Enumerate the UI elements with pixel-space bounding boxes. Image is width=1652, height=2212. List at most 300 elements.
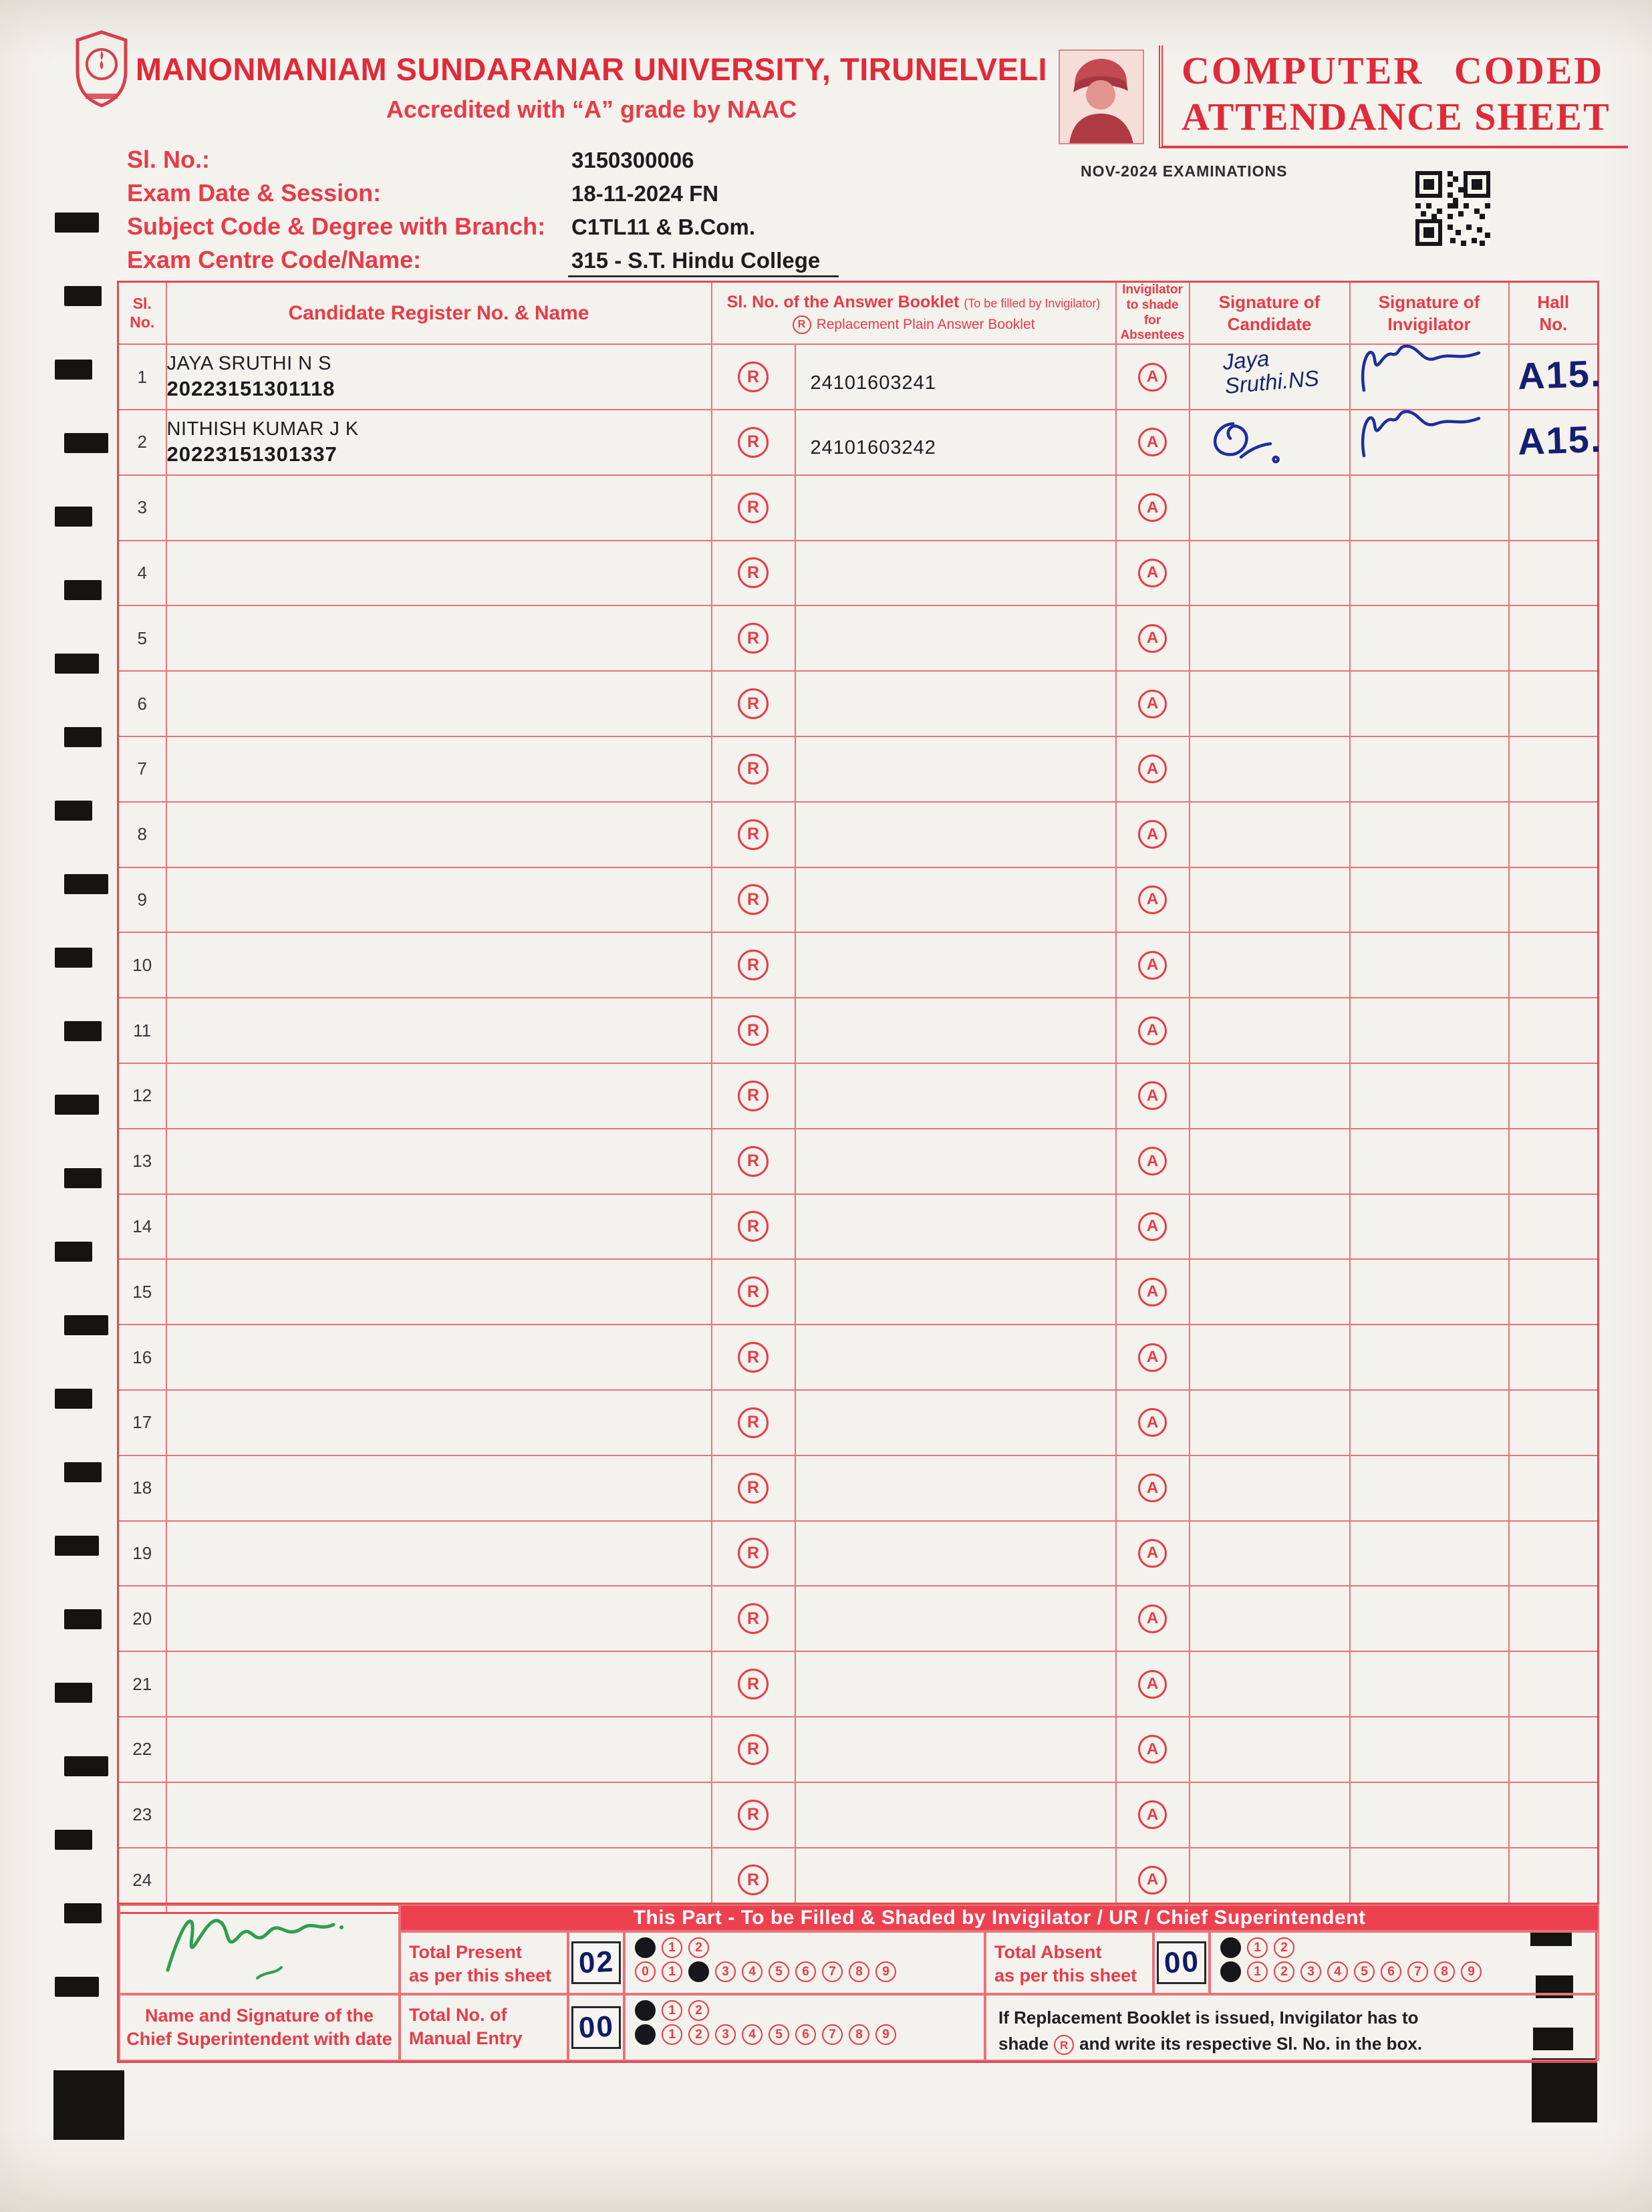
chief-signature-cell[interactable] [119, 1905, 400, 1994]
booklet-no-cell[interactable] [795, 1586, 1116, 1651]
replacement-cell[interactable] [712, 605, 795, 671]
absentee-cell[interactable] [1116, 541, 1190, 606]
replacement-r-bubble[interactable]: R [738, 1407, 769, 1438]
hall-no-cell[interactable] [1509, 671, 1599, 736]
absentee-cell[interactable] [1116, 1586, 1190, 1651]
candidate-signature-cell[interactable] [1190, 1456, 1350, 1521]
hall-no-cell[interactable] [1509, 410, 1603, 475]
total-present-label-line2: as per this sheet [409, 1965, 552, 1986]
candidate-cell[interactable] [166, 1259, 712, 1325]
replacement-cell[interactable] [712, 541, 795, 606]
candidate-cell[interactable] [166, 671, 712, 736]
digit-bubble-1[interactable]: 1 [662, 1961, 682, 1982]
absentee-cell[interactable] [1116, 344, 1190, 410]
booklet-no-cell[interactable] [795, 410, 1116, 475]
header-absentee [1116, 282, 1190, 345]
digit-bubble-9[interactable]: 9 [1461, 1961, 1482, 1982]
hall-no-cell[interactable] [1509, 1456, 1599, 1521]
absentee-cell[interactable] [1116, 671, 1190, 736]
replacement-cell[interactable] [712, 1717, 795, 1782]
booklet-no-cell[interactable] [795, 1390, 1116, 1456]
digit-bubble-0[interactable] [635, 2000, 656, 2021]
absent-a-bubble[interactable]: A [1138, 1474, 1167, 1502]
absent-a-bubble[interactable]: A [1138, 1800, 1167, 1829]
absent-a-bubble[interactable]: A [1138, 1670, 1167, 1699]
digit-bubble-4[interactable]: 4 [742, 2024, 763, 2045]
replacement-r-bubble[interactable]: R [738, 623, 769, 654]
manual-entry-box[interactable] [568, 1994, 624, 2061]
invigilator-signature-cell[interactable] [1350, 475, 1509, 541]
invigilator-signature-cell[interactable] [1350, 1651, 1509, 1717]
absent-a-bubble[interactable]: A [1138, 690, 1167, 718]
invigilator-signature-cell[interactable] [1350, 1717, 1509, 1782]
replacement-r-bubble[interactable]: R [738, 1211, 769, 1242]
invigilator-signature-cell[interactable] [1350, 1521, 1509, 1586]
replacement-r-bubble[interactable]: R [738, 362, 769, 392]
candidate-signature-cell[interactable] [1190, 932, 1350, 998]
absentee-cell[interactable] [1116, 1521, 1190, 1586]
replacement-cell[interactable] [712, 1063, 795, 1129]
digit-bubble-0[interactable] [1220, 1937, 1241, 1958]
candidate-cell[interactable] [166, 1325, 712, 1390]
absent-a-bubble[interactable]: A [1138, 1212, 1167, 1241]
digit-bubble-4[interactable]: 4 [742, 1961, 763, 1982]
digit-bubble-7[interactable]: 7 [1407, 1961, 1428, 1982]
absentee-cell[interactable] [1116, 475, 1190, 541]
hall-no-cell[interactable] [1509, 932, 1599, 998]
digit-bubble-1[interactable]: 1 [1247, 1937, 1268, 1958]
invigilator-signature-cell[interactable] [1350, 1390, 1509, 1456]
absent-a-bubble[interactable]: A [1138, 1539, 1167, 1568]
candidate-signature-cell[interactable] [1190, 802, 1350, 867]
candidate-cell[interactable] [166, 1521, 712, 1586]
candidate-cell[interactable] [166, 1390, 712, 1456]
candidate-signature-cell[interactable] [1190, 1063, 1350, 1129]
candidate-signature-cell[interactable] [1190, 410, 1350, 475]
candidate-cell[interactable] [166, 736, 712, 802]
header-absentee-line3: Absentees [1120, 328, 1185, 343]
meta-row-serial [117, 146, 1253, 179]
absentee-cell[interactable] [1116, 1194, 1190, 1260]
absent-a-bubble[interactable]: A [1138, 1735, 1167, 1764]
booklet-no-cell[interactable] [795, 736, 1116, 802]
candidate-cell[interactable] [166, 1456, 712, 1521]
booklet-no-cell[interactable] [795, 802, 1116, 867]
digit-bubble-2[interactable]: 2 [688, 2000, 709, 2021]
candidate-signature-cell[interactable] [1190, 1194, 1350, 1260]
total-absent-box[interactable] [1153, 1931, 1210, 1994]
manual-entry-label [400, 1994, 568, 2061]
digit-bubble-2[interactable] [688, 1961, 709, 1982]
table-row [118, 1325, 1599, 1390]
header-hall-no [1509, 282, 1599, 345]
invigilator-signature-cell[interactable] [1350, 1259, 1509, 1325]
replacement-cell[interactable] [712, 1456, 795, 1521]
digit-bubble-8[interactable]: 8 [849, 1961, 869, 1982]
replacement-r-bubble[interactable]: R [738, 1734, 769, 1765]
absentee-cell[interactable] [1116, 1456, 1190, 1521]
candidate-signature-cell[interactable] [1190, 1325, 1350, 1390]
replacement-note-post: and write its respective Sl. No. in the box. [1079, 2034, 1423, 2054]
booklet-no-cell[interactable] [795, 1325, 1116, 1390]
replacement-cell[interactable] [712, 1782, 795, 1848]
serial-no-value: 3150300006 [571, 148, 694, 172]
digit-bubble-1[interactable]: 1 [662, 1937, 682, 1958]
digit-bubble-9[interactable]: 9 [875, 2024, 896, 2045]
replacement-cell[interactable] [712, 998, 795, 1063]
digit-bubble-7[interactable]: 7 [822, 2024, 843, 2045]
candidate-signature-cell[interactable] [1190, 1782, 1350, 1848]
invigilator-signature-cell[interactable] [1350, 1782, 1509, 1848]
candidate-cell[interactable] [166, 932, 712, 998]
header-sig-inv-line2: Invigilator [1387, 313, 1471, 334]
absent-a-bubble[interactable]: A [1138, 1408, 1167, 1437]
booklet-number: 24101603242 [810, 437, 936, 459]
candidate-signature-cell[interactable] [1190, 541, 1350, 606]
manual-units-row [635, 2024, 984, 2045]
absentee-cell[interactable] [1116, 1651, 1190, 1717]
hall-no-cell[interactable] [1509, 802, 1599, 867]
row-serial: 14 [118, 1194, 166, 1260]
replacement-r-bubble[interactable]: R [738, 754, 769, 785]
absent-a-bubble[interactable]: A [1138, 754, 1167, 783]
hall-no-cell[interactable] [1509, 1521, 1599, 1586]
candidate-cell[interactable] [166, 541, 712, 606]
replacement-r-bubble[interactable]: R [738, 1473, 769, 1504]
replacement-r-bubble[interactable]: R [738, 1800, 769, 1830]
replacement-cell[interactable] [712, 1129, 795, 1194]
candidate-cell[interactable] [166, 1129, 712, 1194]
replacement-r-bubble[interactable]: R [738, 1603, 769, 1634]
replacement-cell[interactable] [712, 1586, 795, 1651]
digit-bubble-7[interactable]: 7 [822, 1961, 843, 1982]
booklet-no-cell[interactable] [795, 1194, 1116, 1260]
candidate-cell[interactable] [166, 605, 712, 671]
replacement-r-bubble[interactable]: R [738, 1342, 769, 1373]
candidate-signature-cell[interactable] [1190, 736, 1350, 802]
candidate-cell[interactable] [166, 410, 712, 475]
replacement-r-bubble[interactable]: R [738, 1864, 769, 1895]
replacement-r-bubble[interactable]: R [738, 1081, 769, 1111]
replacement-cell[interactable] [712, 1259, 795, 1325]
replacement-cell[interactable] [712, 475, 795, 541]
digit-bubble-6[interactable]: 6 [795, 1961, 816, 1982]
booklet-no-cell[interactable] [795, 1456, 1116, 1521]
vivekananda-portrait [1059, 49, 1144, 144]
absent-a-bubble[interactable]: A [1138, 428, 1167, 456]
hall-no-cell[interactable] [1509, 1194, 1599, 1260]
booklet-no-cell[interactable] [795, 1259, 1116, 1325]
absent-a-bubble[interactable]: A [1138, 820, 1167, 849]
absentee-cell[interactable] [1116, 1717, 1190, 1782]
replacement-cell[interactable] [712, 1325, 795, 1390]
booklet-no-cell[interactable] [795, 932, 1116, 998]
booklet-no-cell[interactable] [795, 867, 1116, 933]
row-serial: 5 [118, 605, 166, 671]
invigilator-signature-cell[interactable] [1350, 1325, 1509, 1390]
attendance-table-body [118, 344, 1603, 1913]
replacement-cell[interactable] [712, 736, 795, 802]
accreditation-line: Accredited with “A” grade by NAAC [386, 96, 797, 123]
invigilator-signature-cell[interactable] [1350, 605, 1509, 671]
booklet-no-cell[interactable] [795, 605, 1116, 671]
total-present-value: 02 [577, 1945, 615, 1980]
hall-no-cell[interactable] [1509, 1325, 1599, 1390]
row-serial: 15 [118, 1259, 166, 1325]
digit-bubble-2[interactable]: 2 [1274, 1937, 1294, 1958]
subject-code-value: C1TL11 & B.Com. [571, 215, 756, 239]
digit-bubble-2[interactable]: 2 [1274, 1961, 1294, 1982]
replacement-r-bubble[interactable]: R [738, 688, 769, 719]
invigilator-signature-cell[interactable] [1350, 802, 1509, 867]
candidate-register-no: 20223151301337 [166, 442, 337, 466]
candidate-cell[interactable] [166, 1651, 712, 1717]
replacement-cell[interactable] [712, 1390, 795, 1456]
hall-no-cell[interactable] [1509, 344, 1603, 410]
replacement-cell[interactable] [712, 802, 795, 867]
booklet-no-cell[interactable] [795, 998, 1116, 1063]
punch-mark [55, 1830, 92, 1850]
invigilator-signature-cell[interactable] [1350, 671, 1509, 736]
absent-a-bubble[interactable]: A [1138, 885, 1167, 914]
punch-mark [55, 948, 92, 968]
replacement-cell[interactable] [712, 671, 795, 736]
invigilator-signature-cell[interactable] [1350, 1063, 1509, 1129]
candidate-signature-cell[interactable] [1190, 998, 1350, 1063]
digit-bubble-8[interactable]: 8 [1434, 1961, 1455, 1982]
replacement-cell[interactable] [712, 1521, 795, 1586]
row-serial: 19 [118, 1521, 166, 1586]
absent-a-bubble[interactable]: A [1138, 1016, 1167, 1045]
replacement-r-bubble[interactable]: R [738, 884, 769, 915]
hall-no-cell[interactable] [1509, 1651, 1599, 1717]
invigilator-signature-cell[interactable] [1350, 932, 1509, 998]
table-row [118, 1717, 1599, 1782]
punch-mark [55, 1095, 99, 1115]
hall-number: A15. [1516, 417, 1603, 463]
booklet-no-cell[interactable] [795, 1129, 1116, 1194]
candidate-cell[interactable] [166, 867, 712, 933]
candidate-signature-cell[interactable] [1190, 1259, 1350, 1325]
invigilator-signature-cell[interactable] [1350, 736, 1509, 802]
digit-bubble-8[interactable]: 8 [849, 2024, 869, 2045]
digit-bubble-6[interactable]: 6 [1381, 1961, 1401, 1982]
absent-a-bubble[interactable]: A [1138, 624, 1167, 653]
replacement-r-bubble[interactable]: R [738, 493, 769, 523]
replacement-r-bubble[interactable]: R [738, 1276, 769, 1307]
table-row [118, 1129, 1599, 1194]
candidate-cell[interactable] [166, 998, 712, 1063]
replacement-r-bubble[interactable]: R [738, 950, 769, 980]
candidate-cell[interactable] [166, 475, 712, 541]
invigilator-signature-cell[interactable] [1350, 410, 1509, 475]
invigilator-signature-cell[interactable] [1350, 998, 1509, 1063]
digit-bubble-5[interactable]: 5 [1354, 1961, 1375, 1982]
digit-bubble-5[interactable]: 5 [769, 2024, 789, 2045]
absent-a-bubble[interactable]: A [1138, 1278, 1167, 1306]
absentee-cell[interactable] [1116, 1063, 1190, 1129]
digit-bubble-0[interactable] [635, 1937, 656, 1958]
absentee-cell[interactable] [1116, 932, 1190, 998]
digit-bubble-1[interactable]: 1 [662, 2024, 682, 2045]
total-present-box[interactable] [568, 1931, 624, 1994]
absentee-cell[interactable] [1116, 998, 1190, 1063]
hall-no-cell[interactable] [1509, 1390, 1599, 1456]
replacement-cell[interactable] [712, 867, 795, 933]
candidate-cell[interactable] [166, 1782, 712, 1848]
booklet-no-cell[interactable] [795, 344, 1116, 410]
exam-session-label: NOV-2024 EXAMINATIONS [1081, 162, 1288, 180]
digit-bubble-9[interactable]: 9 [875, 1961, 896, 1982]
candidate-signature-cell[interactable] [1190, 344, 1350, 410]
absent-a-bubble[interactable]: A [1138, 1343, 1167, 1372]
candidate-cell[interactable] [166, 1194, 712, 1260]
absentee-cell[interactable] [1116, 1129, 1190, 1194]
absent-a-bubble[interactable]: A [1138, 1605, 1167, 1633]
punch-mark [55, 1977, 99, 1997]
digit-bubble-0[interactable] [1220, 1961, 1241, 1982]
absent-a-bubble[interactable]: A [1138, 1147, 1167, 1176]
hall-no-cell[interactable] [1509, 1129, 1599, 1194]
digit-bubble-1[interactable]: 1 [662, 2000, 682, 2021]
absentee-cell[interactable] [1116, 1782, 1190, 1848]
punch-mark [64, 433, 108, 453]
candidate-cell[interactable] [166, 1063, 712, 1129]
digit-bubble-4[interactable]: 4 [1327, 1961, 1348, 1982]
replacement-r-bubble[interactable]: R [738, 1538, 769, 1568]
candidate-signature-cell[interactable] [1190, 867, 1350, 933]
invigilator-signature-cell[interactable] [1350, 1456, 1509, 1521]
candidate-cell[interactable] [166, 1717, 712, 1782]
scan-block-mark [53, 2070, 124, 2140]
absent-a-bubble[interactable]: A [1138, 1081, 1167, 1110]
absent-a-bubble[interactable]: A [1138, 559, 1167, 587]
total-absent-value: 00 [1163, 1945, 1200, 1980]
hall-no-cell[interactable] [1509, 1259, 1599, 1325]
replacement-cell[interactable] [712, 1651, 795, 1717]
total-absent-label-line1: Total Absent [994, 1942, 1102, 1962]
absentee-cell[interactable] [1116, 410, 1190, 475]
booklet-no-cell[interactable] [795, 1782, 1116, 1848]
hall-no-cell[interactable] [1509, 867, 1599, 933]
replacement-cell[interactable] [712, 1194, 795, 1260]
total-present-label-line1: Total Present [409, 1942, 523, 1962]
candidate-signature-cell[interactable] [1190, 1521, 1350, 1586]
replacement-cell[interactable] [712, 410, 795, 475]
absent-bubbles [1210, 1931, 1599, 1994]
absentee-cell[interactable] [1116, 1325, 1190, 1390]
digit-bubble-2[interactable]: 2 [688, 1937, 709, 1958]
candidate-cell[interactable] [166, 344, 712, 410]
absentee-cell[interactable] [1116, 1390, 1190, 1456]
digit-bubble-0[interactable] [635, 2024, 656, 2045]
hall-no-cell[interactable] [1509, 1782, 1599, 1848]
candidate-cell[interactable] [166, 1586, 712, 1651]
absentee-cell[interactable] [1116, 1259, 1190, 1325]
invigilator-signature-cell[interactable] [1350, 1129, 1509, 1194]
hall-no-cell[interactable] [1509, 1063, 1599, 1129]
digit-bubble-1[interactable]: 1 [1247, 1961, 1268, 1982]
replacement-note-pre: shade [998, 2034, 1049, 2054]
table-row [118, 475, 1599, 541]
candidate-signature-cell[interactable] [1190, 605, 1350, 671]
replacement-r-bubble[interactable]: R [738, 1669, 769, 1699]
hall-no-cell[interactable] [1509, 1586, 1599, 1651]
header-sl-line1: Sl. [132, 295, 152, 312]
absent-a-bubble[interactable]: A [1138, 951, 1167, 980]
digit-bubble-3[interactable]: 3 [1300, 1961, 1321, 1982]
absentee-cell[interactable] [1116, 736, 1190, 802]
booklet-no-cell[interactable] [795, 475, 1116, 541]
punch-mark [64, 1315, 108, 1335]
digit-bubble-3[interactable]: 3 [715, 2024, 736, 2045]
replacement-r-bubble[interactable]: R [738, 819, 769, 850]
digit-bubble-5[interactable]: 5 [769, 1961, 789, 1982]
hall-no-cell[interactable] [1509, 1717, 1599, 1782]
invigilator-signature-cell[interactable] [1350, 1194, 1509, 1260]
replacement-r-bubble[interactable]: R [738, 557, 769, 588]
replacement-cell[interactable] [712, 344, 795, 410]
punch-mark [55, 1536, 99, 1556]
punch-mark [64, 874, 108, 894]
booklet-no-cell[interactable] [795, 671, 1116, 736]
replacement-r-bubble[interactable]: R [738, 427, 769, 458]
candidate-signature-cell[interactable] [1190, 1129, 1350, 1194]
candidate-signature-cell[interactable] [1190, 1717, 1350, 1782]
candidate-signature-cell[interactable] [1190, 1651, 1350, 1717]
candidate-signature-cell[interactable] [1190, 1390, 1350, 1456]
table-row [118, 736, 1599, 802]
punch-mark [55, 213, 99, 233]
absentee-cell[interactable] [1116, 802, 1190, 867]
invigilator-signature-cell[interactable] [1350, 541, 1509, 606]
replacement-cell[interactable] [712, 932, 795, 998]
replacement-r-bubble[interactable]: R [738, 1015, 769, 1046]
hall-no-cell[interactable] [1509, 998, 1599, 1063]
candidate-signature-cell[interactable] [1190, 475, 1350, 541]
hall-no-cell[interactable] [1509, 475, 1599, 541]
candidate-signature: Jaya Sruthi.NS [1221, 345, 1320, 399]
candidate-cell[interactable] [166, 802, 712, 867]
hall-no-cell[interactable] [1509, 605, 1599, 671]
sheet-title-line1: COMPUTER CODED [1182, 49, 1605, 92]
chief-superintendent-label [119, 1994, 400, 2061]
digit-bubble-6[interactable]: 6 [795, 2024, 816, 2045]
booklet-no-cell[interactable] [795, 1521, 1116, 1586]
digit-bubble-3[interactable]: 3 [715, 1961, 736, 1982]
booklet-no-cell[interactable] [795, 1717, 1116, 1782]
candidate-signature-cell[interactable] [1190, 671, 1350, 736]
digit-bubble-0[interactable]: 0 [635, 1961, 656, 1982]
hall-no-cell[interactable] [1509, 541, 1599, 606]
absentee-cell[interactable] [1116, 605, 1190, 671]
replacement-r-bubble[interactable]: R [738, 1146, 769, 1177]
absentee-cell[interactable] [1116, 867, 1190, 933]
booklet-no-cell[interactable] [795, 1651, 1116, 1717]
absent-a-bubble[interactable]: A [1138, 363, 1167, 392]
punch-mark [64, 1609, 102, 1629]
invigilator-signature-cell[interactable] [1350, 1586, 1509, 1651]
hall-no-cell[interactable] [1509, 736, 1599, 802]
booklet-no-cell[interactable] [795, 541, 1116, 606]
booklet-no-cell[interactable] [795, 1063, 1116, 1129]
absent-a-bubble[interactable]: A [1138, 1866, 1167, 1895]
invigilator-signature-cell[interactable] [1350, 867, 1509, 933]
replacement-r-icon: R [1054, 2035, 1074, 2055]
digit-bubble-2[interactable]: 2 [688, 2024, 709, 2045]
absent-a-bubble[interactable]: A [1138, 493, 1167, 522]
candidate-signature-cell[interactable] [1190, 1586, 1350, 1651]
